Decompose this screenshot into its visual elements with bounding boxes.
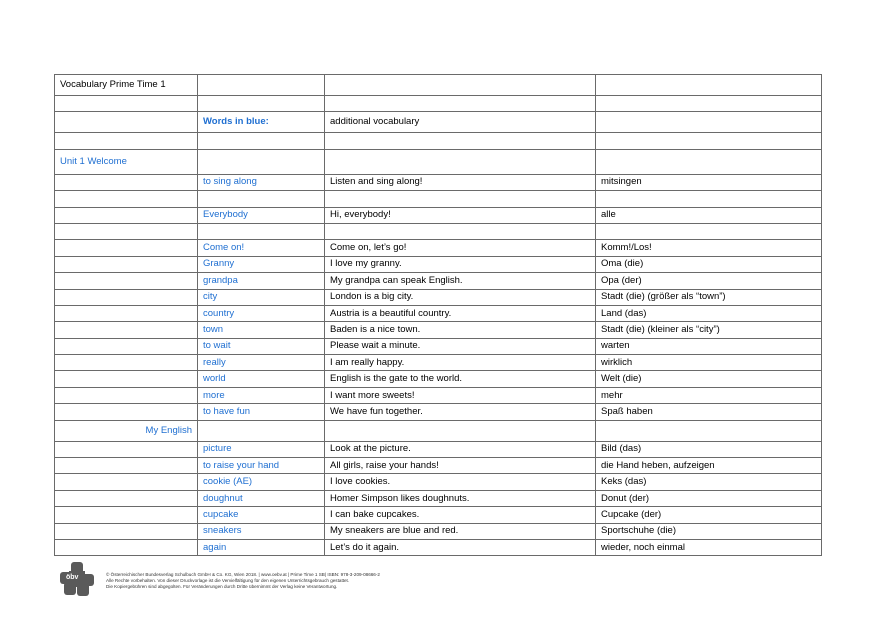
vocab-word: cupcake [198, 507, 325, 523]
vocab-row [55, 338, 822, 354]
copyright-line: Die Kopiergebühren sind abgegolten. Für Veränderungen durch Dritte übernimmt der Verlag keine Verantwortung. [106, 584, 338, 589]
vocab-word: to sing along [198, 174, 325, 190]
copyright-notice [106, 572, 380, 590]
vocab-example: I can bake cupcakes. [325, 507, 596, 523]
vocab-word: doughnut [198, 490, 325, 506]
vocab-translation: Keks (das) [596, 474, 822, 490]
vocab-example: I want more sweets! [325, 387, 596, 403]
vocab-word: grandpa [198, 273, 325, 289]
vocab-word: really [198, 355, 325, 371]
table-row [55, 149, 822, 174]
vocab-example: Let’s do it again. [325, 539, 596, 555]
vocab-row [55, 355, 822, 371]
vocab-translation: Cupcake (der) [596, 507, 822, 523]
vocab-row [55, 273, 822, 289]
vocab-row [55, 240, 822, 256]
vocab-row [55, 256, 822, 272]
vocab-translation: alle [596, 207, 822, 223]
vocab-example: My grandpa can speak English. [325, 273, 596, 289]
vocab-row [55, 523, 822, 539]
document-title: Vocabulary Prime Time 1 [55, 75, 198, 96]
table-row [55, 133, 822, 149]
vocab-row [55, 474, 822, 490]
vocab-row [55, 174, 822, 190]
vocab-example: Hi, everybody! [325, 207, 596, 223]
vocab-translation: Komm!/Los! [596, 240, 822, 256]
vocab-row [55, 371, 822, 387]
vocab-example: Austria is a beautiful country. [325, 305, 596, 321]
vocab-word: Everybody [198, 207, 325, 223]
vocab-translation: Stadt (die) (kleiner als “city”) [596, 322, 822, 338]
vocab-word: to have fun [198, 404, 325, 420]
vocab-translation: Donut (der) [596, 490, 822, 506]
vocab-translation: wieder, noch einmal [596, 539, 822, 555]
vocab-row [55, 441, 822, 457]
vocab-word: sneakers [198, 523, 325, 539]
vocab-example: I am really happy. [325, 355, 596, 371]
vocab-translation: Sportschuhe (die) [596, 523, 822, 539]
vocab-row [55, 387, 822, 403]
logo-text: öbv [66, 574, 79, 581]
vocab-translation: mehr [596, 387, 822, 403]
vocab-row [55, 305, 822, 321]
vocab-example: London is a big city. [325, 289, 596, 305]
table-row [55, 223, 822, 239]
vocab-example: Look at the picture. [325, 441, 596, 457]
vocab-row [55, 404, 822, 420]
vocab-translation: mitsingen [596, 174, 822, 190]
vocab-word: cookie (AE) [198, 474, 325, 490]
unit-title: Unit 1 Welcome [55, 149, 198, 174]
vocab-word: Granny [198, 256, 325, 272]
vocab-translation: wirklich [596, 355, 822, 371]
section-heading: My English [55, 420, 198, 441]
additional-vocabulary-label: additional vocabulary [325, 112, 596, 133]
vocab-word: world [198, 371, 325, 387]
vocab-example: Please wait a minute. [325, 338, 596, 354]
vocab-word: city [198, 289, 325, 305]
vocab-example: Listen and sing along! [325, 174, 596, 190]
vocab-word: picture [198, 441, 325, 457]
vocab-row [55, 207, 822, 223]
table-row [55, 75, 822, 96]
table-row [55, 96, 822, 112]
vocab-row [55, 289, 822, 305]
copyright-line: © Österreichischer Bundesverlag Schulbuch GmbH & Co. KG, Wien 2018. | www.oebv.at | Prime Time 1 SB| ISBN: 978-3-209-08666-2 [106, 572, 380, 577]
vocab-example: I love my granny. [325, 256, 596, 272]
vocab-example: We have fun together. [325, 404, 596, 420]
vocab-row [55, 539, 822, 555]
vocab-translation: Oma (die) [596, 256, 822, 272]
vocab-translation: Stadt (die) (größer als “town”) [596, 289, 822, 305]
vocab-word: more [198, 387, 325, 403]
vocab-translation: Spaß haben [596, 404, 822, 420]
oebv-logo [60, 562, 94, 596]
vocab-row [55, 458, 822, 474]
vocab-translation: die Hand heben, aufzeigen [596, 458, 822, 474]
table-row [55, 112, 822, 133]
vocab-word: to wait [198, 338, 325, 354]
vocab-word: country [198, 305, 325, 321]
copyright-line: Alle Rechte vorbehalten. Von dieser Druckvorlage ist die Vervielfältigung für den eigenen Unterrichtsgebrauch gestattet. [106, 578, 350, 583]
vocab-example: All girls, raise your hands! [325, 458, 596, 474]
vocab-example: My sneakers are blue and red. [325, 523, 596, 539]
vocab-word: again [198, 539, 325, 555]
vocab-word: to raise your hand [198, 458, 325, 474]
table-row [55, 420, 822, 441]
vocab-word: Come on! [198, 240, 325, 256]
vocab-translation: Welt (die) [596, 371, 822, 387]
vocab-example: Come on, let’s go! [325, 240, 596, 256]
vocab-example: English is the gate to the world. [325, 371, 596, 387]
vocab-translation: Land (das) [596, 305, 822, 321]
vocabulary-table [54, 74, 822, 556]
vocab-translation: Bild (das) [596, 441, 822, 457]
vocab-translation: warten [596, 338, 822, 354]
vocab-example: Homer Simpson likes doughnuts. [325, 490, 596, 506]
words-in-blue-label: Words in blue: [198, 112, 325, 133]
vocab-row [55, 490, 822, 506]
vocab-row [55, 507, 822, 523]
vocab-word: town [198, 322, 325, 338]
vocab-example: I love cookies. [325, 474, 596, 490]
vocab-translation: Opa (der) [596, 273, 822, 289]
vocab-example: Baden is a nice town. [325, 322, 596, 338]
table-row [55, 191, 822, 207]
vocab-row [55, 322, 822, 338]
